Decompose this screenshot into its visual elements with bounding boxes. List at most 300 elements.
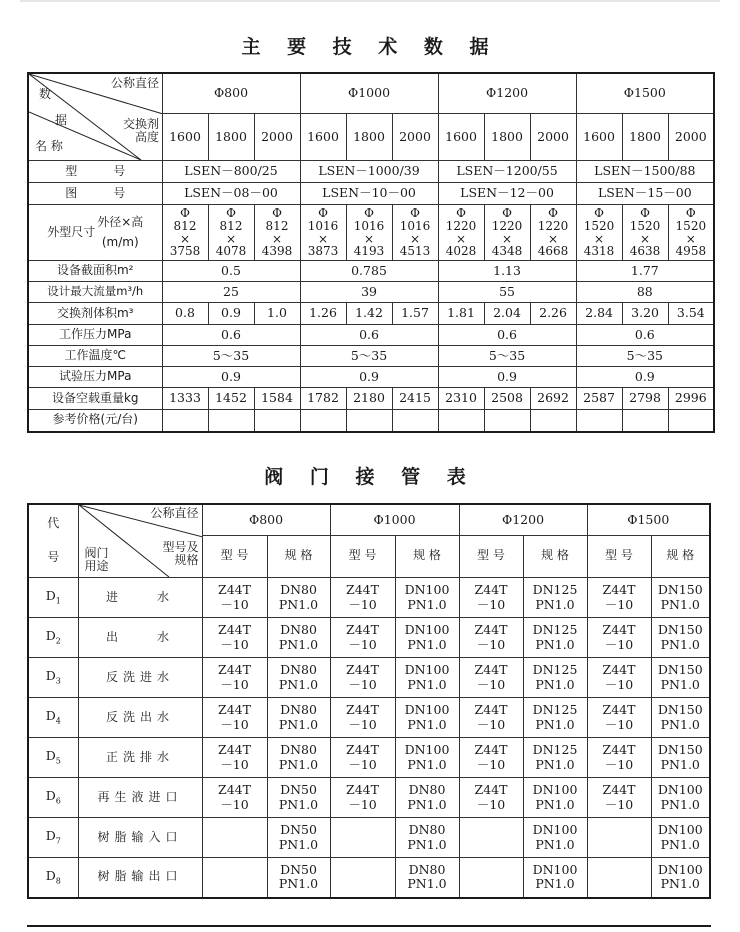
valve-row (28, 658, 710, 698)
volume-value: 3.54 (668, 303, 714, 325)
exchanger-height-line1: 交换剂 (122, 117, 159, 131)
valve-spec-line2: PN1.0 (278, 676, 319, 692)
valve-use: 再生液进口 (78, 778, 202, 818)
valve-spec-line2: PN1.0 (535, 796, 575, 812)
valve-spec-line2: PN1.0 (535, 636, 575, 652)
valve-spec-line1: DN100 (404, 662, 450, 678)
diameter-cell: Φ1500 (576, 73, 714, 114)
valve-spec-line2: PN1.0 (660, 836, 700, 852)
valve-spec-line2: PN1.0 (278, 716, 319, 732)
exchanger-height-label (123, 118, 159, 144)
valve-model-line2: －10 (476, 796, 506, 812)
diameter-cell: Φ800 (162, 73, 300, 114)
valve-model-line2: －10 (220, 596, 249, 612)
times-symbol: × (179, 231, 191, 246)
outer-diameter: 1220 (537, 218, 569, 233)
dimension-cell (392, 205, 438, 261)
valve-spec-line2: PN1.0 (660, 636, 700, 652)
overall-height: 4513 (399, 244, 431, 259)
valve-model-cell (202, 618, 267, 658)
area-label: 设备截面积m² (28, 261, 162, 282)
valve-spec-cell (651, 738, 710, 778)
price-value-empty (392, 410, 438, 432)
temperature-row (28, 346, 714, 367)
valve-spec-line1: DN150 (657, 742, 703, 758)
valve-model-cell (587, 858, 651, 898)
valve-model-line1: Z44T (346, 702, 379, 718)
model-value: LSEN－800/25 (162, 161, 300, 183)
valve-model-line2: －10 (348, 596, 377, 612)
volume-value: 1.81 (438, 303, 484, 325)
valve-model-cell (587, 658, 651, 698)
valve-spec-line1: DN100 (404, 622, 450, 638)
drawing-value: LSEN－08－00 (162, 183, 300, 205)
area-value: 1.13 (438, 261, 576, 282)
price-label: 参考价格(元/台) (28, 410, 162, 432)
valve-spec-cell (395, 818, 459, 858)
price-value-empty (622, 410, 668, 432)
dimension-cell (622, 205, 668, 261)
valve-spec-line2: PN1.0 (407, 716, 447, 732)
height-cell: 1800 (208, 114, 254, 161)
price-value-empty (530, 410, 576, 432)
valve-spec-cell (267, 858, 330, 898)
valve-model-line1: Z44T (602, 662, 636, 678)
table2-title: 阀 门 接 管 表 (264, 466, 476, 488)
valve-model-line2: －10 (604, 716, 634, 732)
outer-diameter: 1016 (399, 218, 431, 233)
diameter-cell: Φ1000 (300, 73, 438, 114)
weight-label: 设备空载重量kg (28, 388, 162, 410)
valve-spec-line1: DN100 (404, 582, 450, 598)
outer-diameter: 1016 (307, 218, 339, 233)
valve-spec-line2: PN1.0 (407, 596, 447, 612)
subheader-model: 型 号 (330, 535, 395, 577)
valve-model-line1: Z44T (474, 582, 508, 598)
dimension-cell (254, 205, 300, 261)
dimensions-label (28, 205, 162, 261)
valve-use: 出 水 (78, 618, 202, 658)
valve-spec-line1: DN125 (532, 622, 578, 638)
valve-model-line1: Z44T (346, 582, 379, 598)
overall-height: 4638 (629, 244, 661, 259)
valve-spec-cell (523, 778, 587, 818)
model-value: LSEN－1000/39 (300, 161, 438, 183)
valve-use: 树脂输出口 (78, 858, 202, 898)
diameter-header-row (28, 73, 714, 114)
valve-spec-line2: PN1.0 (278, 796, 319, 812)
weight-value: 1782 (300, 388, 346, 410)
valve-model-line1: Z44T (474, 742, 508, 758)
valve-model-line1: Z44T (602, 582, 636, 598)
weight-value: 2996 (668, 388, 714, 410)
valve-spec-line2: PN1.0 (535, 596, 575, 612)
valve-spec-cell (395, 738, 459, 778)
times-symbol: × (594, 231, 605, 246)
bottom-rule (27, 925, 711, 927)
height-cell: 2000 (254, 114, 300, 161)
valve-diameter-cell: Φ800 (202, 504, 330, 535)
drawing-label-b: 号 (113, 185, 126, 200)
temperature-label: 工作温度℃ (28, 346, 162, 367)
height-cell: 2000 (668, 114, 714, 161)
times-symbol: × (271, 231, 283, 246)
valve-row (28, 618, 710, 658)
valve-spec-line1: DN100 (404, 702, 450, 718)
valve-code-index: 8 (55, 876, 61, 886)
valve-model-cell (587, 618, 651, 658)
valve-model-cell (330, 658, 395, 698)
height-cell: 1600 (576, 114, 622, 161)
valve-row (28, 578, 710, 618)
valve-code-index: 3 (55, 676, 61, 686)
valve-spec-line2: PN1.0 (407, 876, 447, 892)
weight-value: 2508 (484, 388, 530, 410)
valve-model-cell (459, 778, 523, 818)
valve-spec-line2: PN1.0 (535, 676, 575, 692)
valve-model-line1: Z44T (346, 742, 379, 758)
price-value-empty (668, 410, 714, 432)
valve-spec-cell (651, 578, 710, 618)
valve-spec-cell (523, 738, 587, 778)
dimensions-row (28, 205, 714, 261)
weight-value: 2692 (530, 388, 576, 410)
valve-spec-cell (395, 698, 459, 738)
valve-model-line2: －10 (220, 676, 249, 692)
valve-model-cell (330, 778, 395, 818)
valve-spec-line2: PN1.0 (535, 756, 575, 772)
height-cell: 2000 (530, 114, 576, 161)
weight-value: 2180 (346, 388, 392, 410)
valve-model-line2: －10 (348, 796, 377, 812)
weight-value: 1452 (208, 388, 254, 410)
valve-use-line1: 阀门 (84, 546, 109, 560)
valve-spec-line2: PN1.0 (278, 756, 319, 772)
valve-spec-cell (651, 778, 710, 818)
height-cell: 1800 (346, 114, 392, 161)
test-pressure-value: 0.9 (300, 367, 438, 388)
valve-code-letter: D (45, 788, 56, 804)
valve-model-cell (459, 658, 523, 698)
valve-diameter-cell: Φ1000 (330, 504, 459, 535)
overall-height: 3873 (307, 244, 339, 259)
valve-code-index: 1 (55, 596, 61, 606)
overall-height: 4958 (675, 244, 707, 259)
area-value: 1.77 (576, 261, 714, 282)
valve-code-letter: D (45, 748, 56, 764)
model-row (28, 161, 714, 183)
valve-model-line2: －10 (476, 676, 506, 692)
valve-model-cell (202, 818, 267, 858)
valve-spec-cell (267, 738, 330, 778)
valve-use: 正洗排水 (78, 738, 202, 778)
valve-code (28, 658, 78, 698)
valve-spec-line2: PN1.0 (407, 636, 447, 652)
overall-height: 4318 (583, 244, 615, 259)
valve-model-line2: －10 (604, 636, 634, 652)
valve-model-cell (330, 738, 395, 778)
valve-spec-cell (267, 578, 330, 618)
valve-code-letter: D (45, 588, 56, 604)
valve-spec-line2: PN1.0 (407, 676, 447, 692)
valve-model-line2: －10 (348, 676, 377, 692)
phi-symbol: Φ (410, 206, 420, 221)
outer-diameter: 1220 (445, 218, 477, 233)
dimensions-label-top: 外径×高 (97, 214, 144, 229)
valve-model-line1: Z44T (346, 782, 379, 798)
height-cell: 1600 (438, 114, 484, 161)
valve-code (28, 738, 78, 778)
valve-model-cell (330, 698, 395, 738)
valve-spec-cell (523, 698, 587, 738)
price-value-empty (438, 410, 484, 432)
valve-spec-cell (523, 858, 587, 898)
valve-spec-cell (395, 658, 459, 698)
valve-spec-line2: PN1.0 (660, 756, 700, 772)
volume-value: 2.84 (576, 303, 622, 325)
code-header-cell (28, 504, 78, 578)
top-edge-rule (20, 0, 720, 2)
temperature-value: 5～35 (438, 346, 576, 367)
valve-use-line2: 用途 (84, 559, 109, 574)
outer-diameter: 1220 (491, 218, 523, 233)
valve-model-cell (459, 578, 523, 618)
table1-title: 主 要 技 术 数 据 (241, 36, 499, 58)
valve-spec-cell (267, 818, 330, 858)
valve-piping-table (27, 503, 711, 899)
valve-spec-cell (523, 658, 587, 698)
outer-diameter: 1016 (353, 218, 385, 233)
subheader-spec: 规 格 (267, 535, 330, 577)
outer-diameter: 812 (265, 218, 289, 233)
valve-spec-line1: DN125 (532, 662, 578, 678)
phi-symbol: Φ (594, 206, 604, 221)
dimension-cell (484, 205, 530, 261)
volume-row (28, 303, 714, 325)
overall-height: 4668 (537, 244, 569, 259)
model-spec-line1: 型号及 (162, 540, 199, 554)
subheader-model: 型 号 (459, 535, 523, 577)
valve-spec-cell (267, 618, 330, 658)
valve-code-index: 7 (55, 836, 61, 846)
outer-diameter: 812 (219, 218, 243, 233)
valve-model-cell (587, 778, 651, 818)
dimension-cell (576, 205, 622, 261)
flow-label: 设计最大流量m³/h (28, 282, 162, 303)
dimensions-label-unit: (m/m) (101, 234, 139, 249)
valve-spec-line2: PN1.0 (278, 596, 319, 612)
times-symbol: × (502, 231, 513, 246)
valve-model-line2: －10 (220, 636, 249, 652)
valve-model-line1: Z44T (218, 702, 251, 718)
valve-spec-line1: DN100 (532, 861, 578, 877)
model-spec-label (162, 541, 198, 567)
valve-spec-cell (651, 658, 710, 698)
height-cell: 1800 (622, 114, 668, 161)
valve-use: 进 水 (78, 578, 202, 618)
valve-model-line2: －10 (476, 596, 506, 612)
valve-model-line2: －10 (220, 756, 249, 772)
valve-spec-line2: PN1.0 (660, 716, 700, 732)
model-label-a: 型 (65, 163, 78, 178)
weight-value: 2415 (392, 388, 438, 410)
volume-value: 0.9 (208, 303, 254, 325)
dimension-cell (208, 205, 254, 261)
valve-code-index: 5 (55, 756, 61, 766)
data-label-2: 据 (55, 113, 68, 127)
valve-spec-cell (395, 618, 459, 658)
valve-spec-line2: PN1.0 (407, 796, 447, 812)
valve-code (28, 698, 78, 738)
pressure-row (28, 325, 714, 346)
volume-value: 2.04 (484, 303, 530, 325)
weight-value: 1333 (162, 388, 208, 410)
valve-diameter-cell: Φ1500 (587, 504, 710, 535)
valve-model-line1: Z44T (218, 622, 251, 638)
drawing-label-a: 图 (65, 185, 78, 200)
times-symbol: × (548, 231, 559, 246)
valve-spec-line2: PN1.0 (660, 876, 700, 892)
valve-code (28, 618, 78, 658)
valve-spec-cell (523, 578, 587, 618)
volume-value: 3.20 (622, 303, 668, 325)
valve-spec-line1: DN125 (532, 702, 578, 718)
valve-spec-line1: DN100 (404, 742, 450, 758)
valve-code-index: 4 (55, 716, 61, 726)
phi-symbol: Φ (364, 206, 374, 221)
valve-model-line2: －10 (476, 716, 506, 732)
corner-header-cell (28, 73, 162, 161)
price-value-empty (300, 410, 346, 432)
valve-model-cell (459, 818, 523, 858)
valve-spec-line1: DN100 (657, 861, 703, 877)
valve-spec-line2: PN1.0 (278, 636, 319, 652)
valve-model-line2: －10 (348, 716, 377, 732)
weight-value: 2310 (438, 388, 484, 410)
overall-height: 4348 (491, 244, 523, 259)
valve-use: 树脂输入口 (78, 818, 202, 858)
valve-spec-line1: DN80 (408, 782, 446, 798)
valve-spec-line2: PN1.0 (407, 836, 447, 852)
exchanger-height-line2: 高度 (134, 130, 159, 145)
valve-row (28, 778, 710, 818)
price-value-empty (484, 410, 530, 432)
valve-use: 反洗进水 (78, 658, 202, 698)
valve-spec-line1: DN80 (280, 622, 317, 638)
valve-model-cell (587, 818, 651, 858)
valve-model-line1: Z44T (346, 622, 379, 638)
valve-spec-cell (651, 618, 710, 658)
valve-code-index: 2 (55, 636, 61, 646)
valve-spec-line2: PN1.0 (660, 796, 700, 812)
tech-data-table (27, 72, 715, 433)
valve-model-cell (587, 738, 651, 778)
data-label-1: 数 (39, 87, 52, 101)
flow-value: 88 (576, 282, 714, 303)
valve-spec-line2: PN1.0 (660, 596, 700, 612)
valve-nominal-diameter-label: 公称直径 (150, 506, 199, 520)
phi-symbol: Φ (456, 206, 466, 221)
valve-row (28, 858, 710, 898)
valve-model-line2: －10 (348, 756, 377, 772)
valve-use-label (85, 547, 109, 573)
drawing-value: LSEN－12－00 (438, 183, 576, 205)
temperature-value: 5～35 (300, 346, 438, 367)
pressure-value: 0.6 (300, 325, 438, 346)
times-symbol: × (409, 231, 421, 246)
valve-model-line1: Z44T (474, 782, 508, 798)
valve-spec-line2: PN1.0 (660, 676, 700, 692)
flow-value: 25 (162, 282, 300, 303)
valve-model-cell (202, 658, 267, 698)
phi-symbol: Φ (226, 206, 236, 221)
valve-model-line1: Z44T (474, 622, 508, 638)
valve-spec-line2: PN1.0 (407, 756, 447, 772)
overall-height: 3758 (169, 244, 201, 259)
price-value-empty (208, 410, 254, 432)
volume-value: 1.26 (300, 303, 346, 325)
code-header-top: 代 (47, 516, 60, 530)
outer-diameter: 1520 (583, 218, 615, 233)
valve-spec-line1: DN80 (408, 822, 446, 838)
valve-spec-line1: DN80 (280, 742, 317, 758)
valve-spec-cell (523, 818, 587, 858)
drawing-value: LSEN－10－00 (300, 183, 438, 205)
valve-spec-line1: DN80 (408, 861, 446, 877)
valve-spec-cell (395, 858, 459, 898)
diameter-cell: Φ1200 (438, 73, 576, 114)
phi-symbol: Φ (548, 206, 558, 221)
valve-spec-line1: DN150 (657, 702, 703, 718)
valve-diameter-cell: Φ1200 (459, 504, 587, 535)
valve-row (28, 698, 710, 738)
valve-code (28, 578, 78, 618)
dimension-cell (300, 205, 346, 261)
test-pressure-value: 0.9 (438, 367, 576, 388)
height-cell: 1800 (484, 114, 530, 161)
valve-model-cell (202, 778, 267, 818)
subheader-spec: 规 格 (395, 535, 459, 577)
valve-spec-line1: DN150 (657, 662, 703, 678)
valve-model-line1: Z44T (474, 702, 508, 718)
code-header-bottom: 号 (47, 550, 60, 565)
valve-model-cell (330, 818, 395, 858)
times-symbol: × (363, 231, 375, 246)
phi-symbol: Φ (502, 206, 512, 221)
valve-spec-line1: DN50 (280, 782, 317, 798)
valve-model-line2: －10 (476, 636, 506, 652)
valve-model-cell (459, 738, 523, 778)
valve-model-line2: －10 (220, 716, 249, 732)
valve-model-line2: －10 (348, 636, 377, 652)
volume-value: 1.57 (392, 303, 438, 325)
volume-value: 1.42 (346, 303, 392, 325)
phi-symbol: Φ (318, 206, 328, 221)
flow-value: 39 (300, 282, 438, 303)
phi-symbol: Φ (180, 206, 190, 221)
times-symbol: × (640, 231, 651, 246)
temperature-value: 5～35 (576, 346, 714, 367)
valve-model-line1: Z44T (602, 622, 636, 638)
subheader-model: 型 号 (587, 535, 651, 577)
price-value-empty (162, 410, 208, 432)
valve-model-line2: －10 (604, 676, 634, 692)
valve-model-line1: Z44T (602, 782, 636, 798)
valve-code (28, 818, 78, 858)
dimension-cell (346, 205, 392, 261)
temperature-value: 5～35 (162, 346, 300, 367)
valve-spec-cell (267, 778, 330, 818)
